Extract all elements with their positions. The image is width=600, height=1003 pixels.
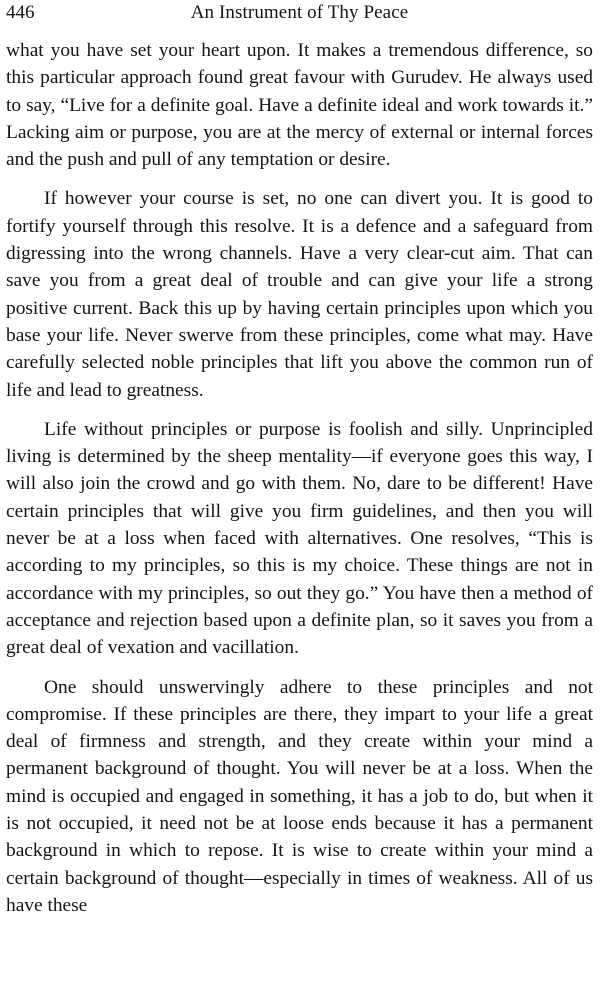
running-title: An Instrument of Thy Peace xyxy=(190,2,409,23)
paragraph-3: Life without principles or purpose is foolish and silly. Unprincipled living is determined by the sheep mentality—if everyone goes this way, I will also join the crowd and go with them. No, dare to be different! Have certain principles that will give you firm guidelines, and then you will never be at a loss when faced with alternatives. One resolves, “This is according to my principles, so this is my choice. These things are not in accordance with my principles, so out they go.” You have then a method of acceptance and rejection based upon a definite plan, so it saves you from a great deal of vexation and vacillation. xyxy=(6,418,593,659)
paragraph-2: If however your course is set, no one can divert you. It is good to fortify yourself through this resolve. It is a defence and a safeguard from digressing into the wrong channels. Have a very clear-cut aim. That can save you from a great deal of trouble and can give your life a strong positive current. Back this up by having certain principles upon which you base your life. Never swerve from these principles, come what may. Have carefully selected noble principles that lift you above the common run of life and lead to greatness. xyxy=(6,188,593,401)
page-number: 446 xyxy=(6,2,35,23)
running-head xyxy=(6,1,593,31)
paragraph-1: what you have set your heart upon. It makes a tremendous difference, so this particular approach found great favour with Gurudev. He always used to say, “Live for a definite goal. Have a definite ideal and work towards it.” Lacking aim or purpose, you are at the mercy of external or internal forces and the push and pull of any temptation or desire. xyxy=(6,40,593,171)
paragraph-4: One should unswervingly adhere to these principles and not compromise. If these principles are there, they impart to your life a great deal of firmness and strength, and they create within your mind a permanent background of thought. You will never be at a loss. When the mind is occupied and engaged in something, it has a job to do, but when it is not occupied, it need not be at loose ends because it has a permanent background in which to repose. It is wise to create within your mind a certain background of thought—especially in times of weakness. All of us have these xyxy=(6,676,593,916)
body-text xyxy=(6,37,593,931)
